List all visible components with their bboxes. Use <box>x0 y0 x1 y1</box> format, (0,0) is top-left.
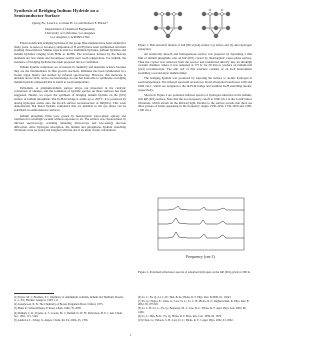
model-b <box>202 9 230 38</box>
figure-1-structure-models <box>150 6 242 42</box>
spectrum-trace-2 <box>158 218 244 224</box>
figure-1-caption: Figure 1. Ball-and-stick models of InP (001)-(2x4) surface: (a) before and (b) after hydrogen adsorption. <box>138 43 252 51</box>
body-paragraph: Indium hydride complexes are of interest in chemistry and materials science because they are the intermediates in film growth reactions. Diindane has been synthesized in a frozen argon matrix and studied by infrared spectroscopy. However, this molecule is unstable above 50 K, and to our knowledge, no one has been able to synthesize a bridging indium hydride compound that is stable at room temperature. <box>14 65 126 85</box>
author-list: Qiang Fu, Lian Li, Connie H. Li and Robert F. Hicks* <box>32 20 108 25</box>
spectrum-trace-1 <box>158 206 244 210</box>
reference-item: (10) Chen, G.; Visbeck, S. B.; Law, D. C.; Hicks, R. F. J. Appl. Phys. 2002, 91, 9362. <box>138 318 234 322</box>
body-paragraph: Palladium- or platinum-indium surface alloys are important in the catalytic conversion of alkanes, and the formation of hydride species on these surfaces has been suggested. Herein, we report the synthesis of bridging indium hydride on the (001) surface of indium phosphide. The In-H-In bridge is stable up to 200°C. It is produced by dosing hydrogen atoms onto the In-rich surface reconstruction of InP(001). This work demonstrates that metal hydride complexes that are unstable in the gas phase can be stabilized on semiconductor surfaces. <box>14 85 126 112</box>
reference-item: (5) Andrews, L.; Wang, X. Angew. Chem. Int. Ed. 2004, 43, 1706. <box>14 318 89 322</box>
reference-item: (8) Li, C. H.; Li, L.; Fu, Q.; Begarney, M. J.; Law, D. C.; Hicks, R. F. Appl. Phys. Lett. 2002, 80, 1406. <box>138 307 247 314</box>
references-right <box>138 296 252 323</box>
right-column <box>138 44 252 115</box>
reference-item: (7) Fu, Q.; Negro, E.; Chen, G.; Law, D. C.; Li, C. H.; Hicks, R. F.; Raghavachari, K. Phys. Rev. B 2002, 65, 075318. <box>138 300 249 307</box>
model-a <box>154 12 182 38</box>
reference-item: (9) Li, L.; Han, B.-K.; Fu, Q.; Hicks, R. F. Phys. Rev. Lett. 1999, 82, 1879. <box>138 314 222 318</box>
x-axis-label: Frequency (cm-1) <box>186 254 215 259</box>
body-paragraph: Shown in Figure 2 are polarized infrared spectra of hydrogen adsorbed on the indium-rich InP (001) surface. Note that the low-frequency cutoff at 1000 cm-1 is due to InP lattice vibrations, which absorb all the infrared light. Parallel to the surface reveals that there are three groups of bands appearing in the frequency ranges 2350-2250, 1750-1650 and 1300-1100 cm-1. <box>138 93 252 113</box>
left-column <box>14 8 126 135</box>
reference-item: (4) Pulham, C. R.; Downs, A. J.; Goode, M. J.; Rankin, D. W. H.; Robertson, H. E. J. Am. Chem. Soc. 1991, 113, 5149. <box>14 311 123 318</box>
body-paragraph: Indium phosphide films were grown by metalorganic vapor-phase epitaxy and transferred to ultrahigh vacuum without exposure to air. The surface was characterized by infrared spectroscopy, scanning tunneling microscopy and low-energy electron diffraction. After hydrogen adsorption, the indium and phosphorus hydride stretching vibrations were recorded and assigned with the aid of ab initio cluster calculations. <box>14 113 126 133</box>
page-number: 1 <box>130 333 132 337</box>
paper-title: Synthesis of Bridging Indium Hydride on a Semiconductor Surface <box>14 8 99 19</box>
reference-item: (6) Li, L.; Fu, Q.; Li, C. H.; Han, B.-K.; Hicks, R. F. Phys. Rev. B 2000, 61, 10223. <box>138 296 232 299</box>
reference-divider <box>14 293 54 294</box>
reference-item: (2) Greenwood, N. N. The Chemistry of Boron; Pergamon Press: Oxford, 1975. <box>14 303 104 307</box>
body-paragraph: The bridging hydride was produced by exposing the surface to atomic hydrogen at room temperature. The infrared spectrum reveals two broad absorption bands near 1100 and 1600 cm-1, which are assigned to the In-H-In bridge and terminal In-H stretching modes, respectively. <box>138 76 252 92</box>
affiliation: Department of Chemical Engineering University of California, Los Angeles Los Angeles, CA 90095-1592 <box>45 27 95 40</box>
body-paragraph: An atomically smooth and homogeneous surface was prepared by depositing a thin film of indium phosphide onto an InP (001) crystal by metalorganic vapor-phase epitaxy. Then the crystal was removed from the reactor and transferred directly into an ultrahigh vacuum chamber, where it was annealed at 775 K for 30 min to produce an indium-rich (2x4) reconstruction. The unit cell of this structure consists of an In-P heterodimer straddling a second-layer indium dimer. <box>138 52 252 75</box>
figure-2-spectra <box>148 196 248 260</box>
figure-2-caption: Figure 2. Polarized reflectance spectra of adsorbed hydrogen on the InP (001)-(2x4) at 300 K. <box>138 270 251 274</box>
body-paragraph: Electron-deficient bridging hydrides of the group IIIA elements have been studied for many years. A series of boranes (compounds of B and H) have been synthesized and their bonding characterized. Similar reports exist for aluminum hydrides, gallium hydrides and indium hydrides ranging from H2In to In2H6. The structures formed by the heavier elements are less stable and decompose readily near room temperature. For indium, the existence of bridging hydrides has been proposed but not confirmed. <box>14 41 126 64</box>
references-left <box>14 296 126 323</box>
spectrum-trace-3 <box>158 232 244 238</box>
reference-item: (1) Taylor, M. J.; Brothers, P. J. Chemistry of Aluminium, Gallium, Indium and Thallium; Downs, A. J., Ed.; Blackie: Glasgow, 1993; 111. <box>14 296 124 303</box>
reference-item: (3) Hunt, P.; Schwerdtfeger, P. Inorg. Chem. 1996, 35, 2085. <box>14 307 82 311</box>
